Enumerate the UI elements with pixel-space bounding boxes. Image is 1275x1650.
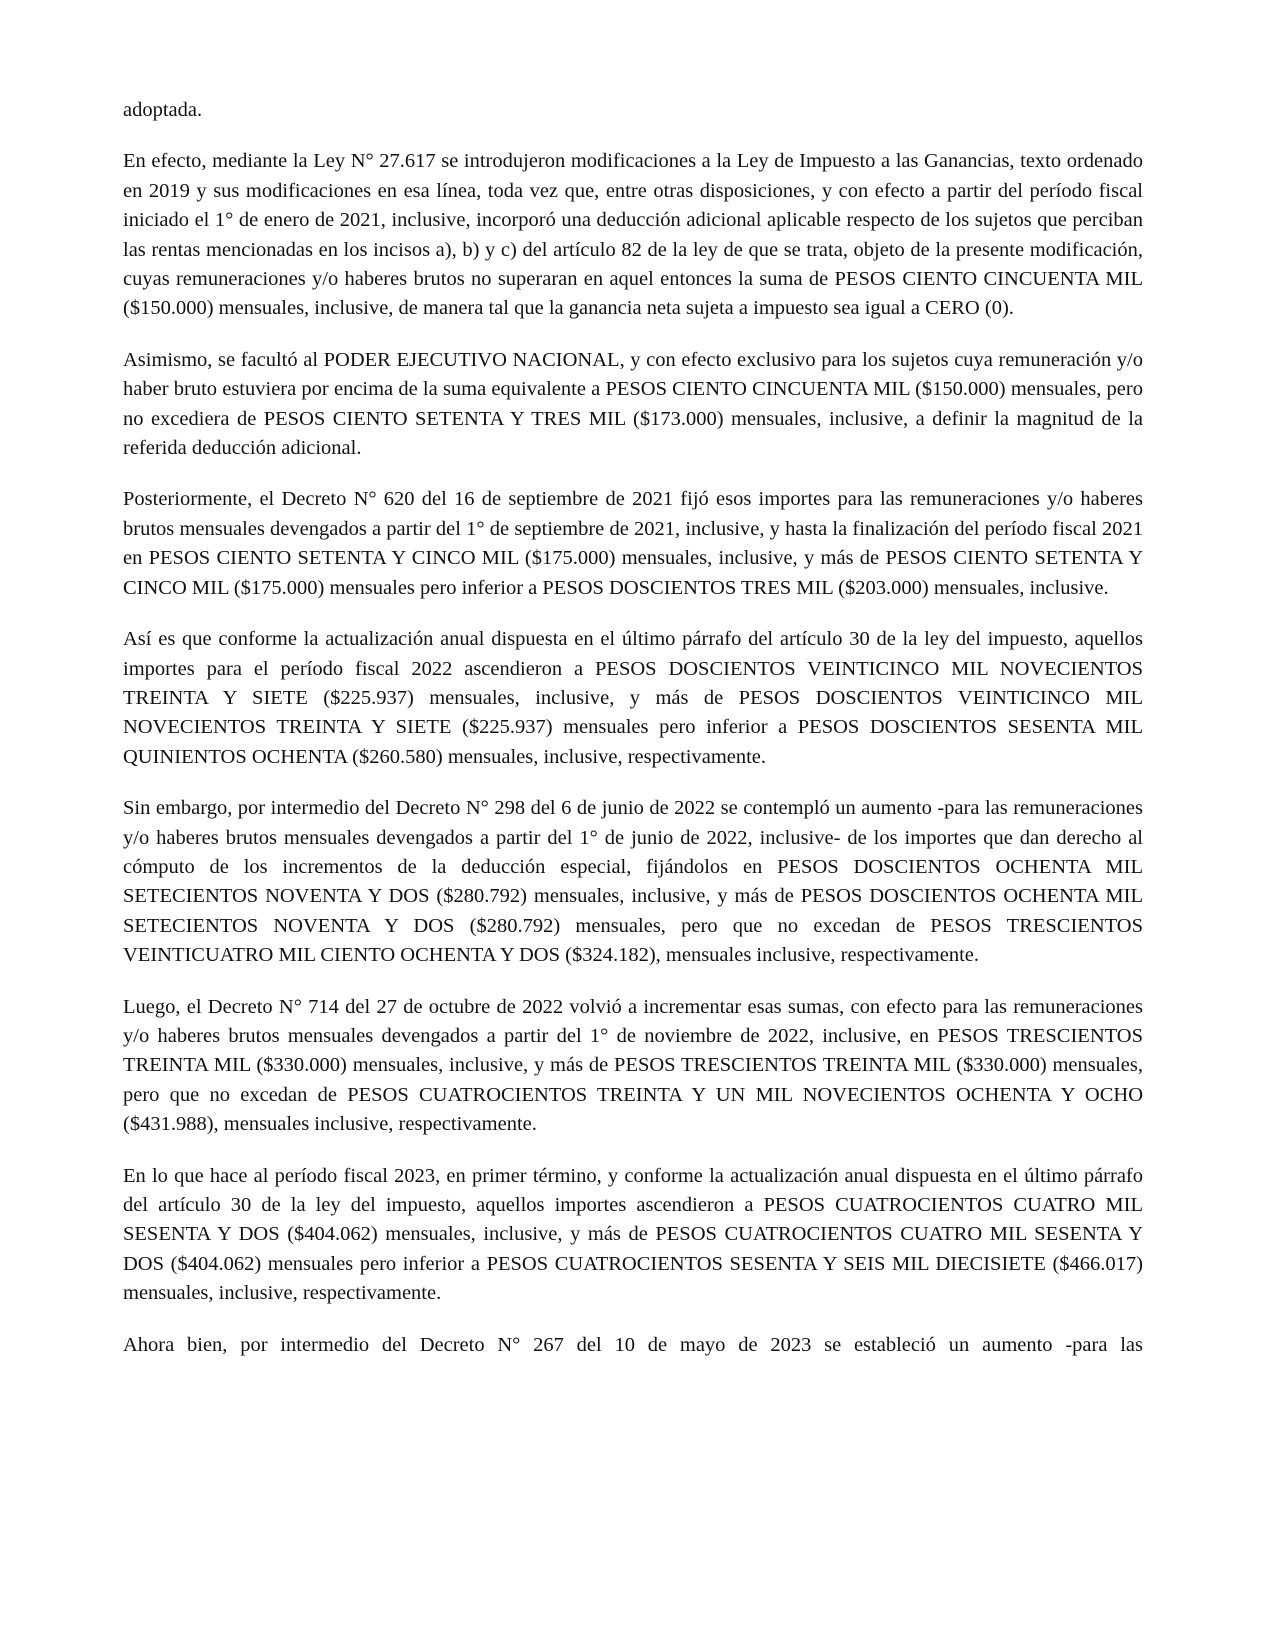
paragraph-poder-ejecutivo: Asimismo, se facultó al PODER EJECUTIVO NACIONAL, y con efecto exclusivo para los sujetos cuya remuneración y/o haber bruto estuviera por encima de la suma equivalente a PESOS CIENTO CINCUENTA MIL ($150.000) mensuales, pero no excediera de PESOS CIENTO SETENTA Y TRES MIL ($173.000) mensuales, inclusive, a definir la magnitud de la referida deducción adicional.	[123, 348, 1143, 460]
paragraph-periodo-2023: En lo que hace al período fiscal 2023, en primer término, y conforme la actualización anual dispuesta en el último párrafo del artículo 30 de la ley del impuesto, aquellos importes ascendieron a PESOS CUATROCIENTOS CUATRO MIL SESENTA Y DOS ($404.062) mensuales, inclusive, y más de PESOS CUATROCIENTOS CUATRO MIL SESENTA Y DOS ($404.062) mensuales pero inferior a PESOS CUATROCIENTOS SESENTA Y SEIS MIL DIECISIETE ($466.017) mensuales, inclusive, respectivamente.	[123, 1164, 1143, 1305]
paragraph-decreto-620: Posteriormente, el Decreto N° 620 del 16 de septiembre de 2021 fijó esos importes para las remuneraciones y/o haberes brutos mensuales devengados a partir del 1° de septiembre de 2021, inclusive, y hasta la finalización del período fiscal 2021 en PESOS CIENTO SETENTA Y CINCO MIL ($175.000) mensuales, inclusive, y más de PESOS CIENTO SETENTA Y CINCO MIL ($175.000) mensuales pero inferior a PESOS DOSCIENTOS TRES MIL ($203.000) mensuales, inclusive.	[123, 488, 1143, 599]
paragraph-continuation: adoptada.	[123, 99, 203, 121]
paragraph-decreto-714: Luego, el Decreto N° 714 del 27 de octubre de 2022 volvió a incrementar esas sumas, con efecto para las remuneraciones y/o haberes brutos mensuales devengados a partir del 1° de noviembre de 2022, inclusive, en PESOS TRESCIENTOS TREINTA MIL ($330.000) mensuales, inclusive, y más de PESOS TRESCIENTOS TREINTA MIL ($330.000) mensuales, pero que no excedan de PESOS CUATROCIENTOS TREINTA Y UN MIL NOVECIENTOS OCHENTA Y OCHO ($431.988), mensuales inclusive, respectivamente.	[123, 995, 1143, 1136]
document-page	[123, 96, 1143, 1382]
paragraph-decreto-267: Ahora bien, por intermedio del Decreto N° 267 del 10 de mayo de 2023 se estableció un aumento -para las	[123, 1333, 1143, 1356]
paragraph-decreto-298: Sin embargo, por intermedio del Decreto N° 298 del 6 de junio de 2022 se contempló un aumento -para las remuneraciones y/o haberes brutos mensuales devengados a partir del 1° de junio de 2022, inclusive- de los importes que dan derecho al cómputo de los incrementos de la deducción especial, fijándolos en PESOS DOSCIENTOS OCHENTA MIL SETECIENTOS NOVENTA Y DOS ($280.792) mensuales, inclusive, y más de PESOS DOSCIENTOS OCHENTA MIL SETECIENTOS NOVENTA Y DOS ($280.792) mensuales, pero que no excedan de PESOS TRESCIENTOS VEINTICUATRO MIL CIENTO OCHENTA Y DOS ($324.182), mensuales inclusive, respectivamente.	[123, 797, 1143, 967]
paragraph-ley-27617: En efecto, mediante la Ley N° 27.617 se introdujeron modificaciones a la Ley de Impuesto a las Ganancias, texto ordenado en 2019 y sus modificaciones en esa línea, toda vez que, entre otras disposiciones, y con efecto a partir del período fiscal iniciado el 1° de enero de 2021, inclusive, incorporó una deducción adicional aplicable respecto de los sujetos que perciban las rentas mencionadas en los incisos a), b) y c) del artículo 82 de la ley de que se trata, objeto de la presente modificación, cuyas remuneraciones y/o haberes brutos no superaran en aquel entonces la suma de PESOS CIENTO CINCUENTA MIL ($150.000) mensuales, inclusive, de manera tal que la ganancia neta sujeta a impuesto sea igual a CERO (0).	[123, 150, 1143, 320]
paragraph-periodo-2022: Así es que conforme la actualización anual dispuesta en el último párrafo del artículo 30 de la ley del impuesto, aquellos importes para el período fiscal 2022 ascendieron a PESOS DOSCIENTOS VEINTICINCO MIL NOVECIENTOS TREINTA Y SIETE ($225.937) mensuales, inclusive, y más de PESOS DOSCIENTOS VEINTICINCO MIL NOVECIENTOS TREINTA Y SIETE ($225.937) mensuales pero inferior a PESOS DOSCIENTOS SESENTA MIL QUINIENTOS OCHENTA ($260.580) mensuales, inclusive, respectivamente.	[123, 628, 1143, 768]
